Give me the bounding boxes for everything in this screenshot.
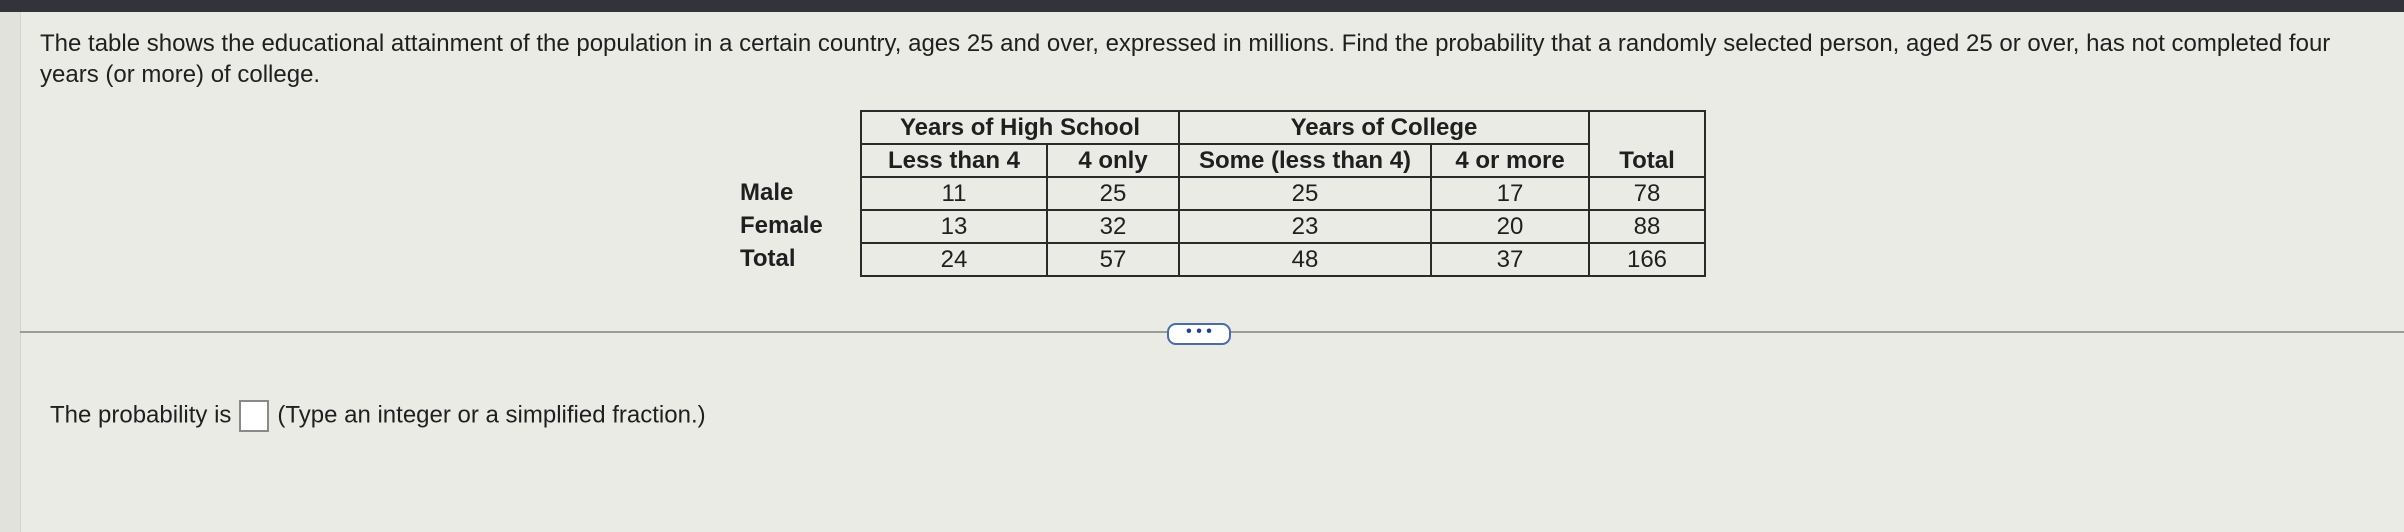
table-cell: 25: [1047, 177, 1179, 210]
table-cell: 57: [1047, 243, 1179, 276]
table-cell: 24: [861, 243, 1047, 276]
row-labels: [740, 176, 823, 275]
table-cell: 78: [1589, 177, 1705, 210]
table-group-header-row: [861, 111, 1705, 144]
table-cell: 17: [1431, 177, 1589, 210]
more-options-button[interactable]: • • •: [1167, 323, 1231, 345]
answer-prefix: The probability is: [50, 401, 232, 429]
header-some-college: Some (less than 4): [1179, 144, 1431, 177]
table-cell: 23: [1179, 210, 1431, 243]
answer-hint: (Type an integer or a simplified fraction.): [277, 401, 706, 429]
table-cell: 88: [1589, 210, 1705, 243]
table-cell: 166: [1589, 243, 1705, 276]
header-less-than-4: Less than 4: [861, 144, 1047, 177]
row-label-female: Female: [740, 212, 823, 239]
table-row: [861, 243, 1705, 276]
row-label-total: Total: [740, 245, 796, 272]
row-label-male: Male: [740, 179, 794, 206]
table-cell: 11: [861, 177, 1047, 210]
header-4-or-more: 4 or more: [1431, 144, 1589, 177]
attainment-table: [860, 110, 1706, 277]
table-cell: 20: [1431, 210, 1589, 243]
question-text: The table shows the educational attainment of the population in a certain country, ages 25 and over, expressed in millions. Find the probability that a randomly selected person, aged 25 or over, has not completed four years (or more) of college.: [40, 30, 2331, 88]
table-cell: 25: [1179, 177, 1431, 210]
table-sub-header-row: [861, 144, 1705, 177]
table-cell: 13: [861, 210, 1047, 243]
table-cell: 48: [1179, 243, 1431, 276]
table-row: [861, 177, 1705, 210]
header-total: Total: [1589, 111, 1705, 177]
table-cell: 32: [1047, 210, 1179, 243]
answer-input[interactable]: [239, 400, 269, 432]
table-row: [861, 210, 1705, 243]
header-years-college: Years of College: [1179, 111, 1589, 144]
header-years-high-school: Years of High School: [861, 111, 1179, 144]
table-cell: 37: [1431, 243, 1589, 276]
left-panel-edge: [0, 12, 21, 532]
top-bar: [0, 0, 2404, 12]
answer-line: [50, 400, 706, 432]
header-4-only: 4 only: [1047, 144, 1179, 177]
